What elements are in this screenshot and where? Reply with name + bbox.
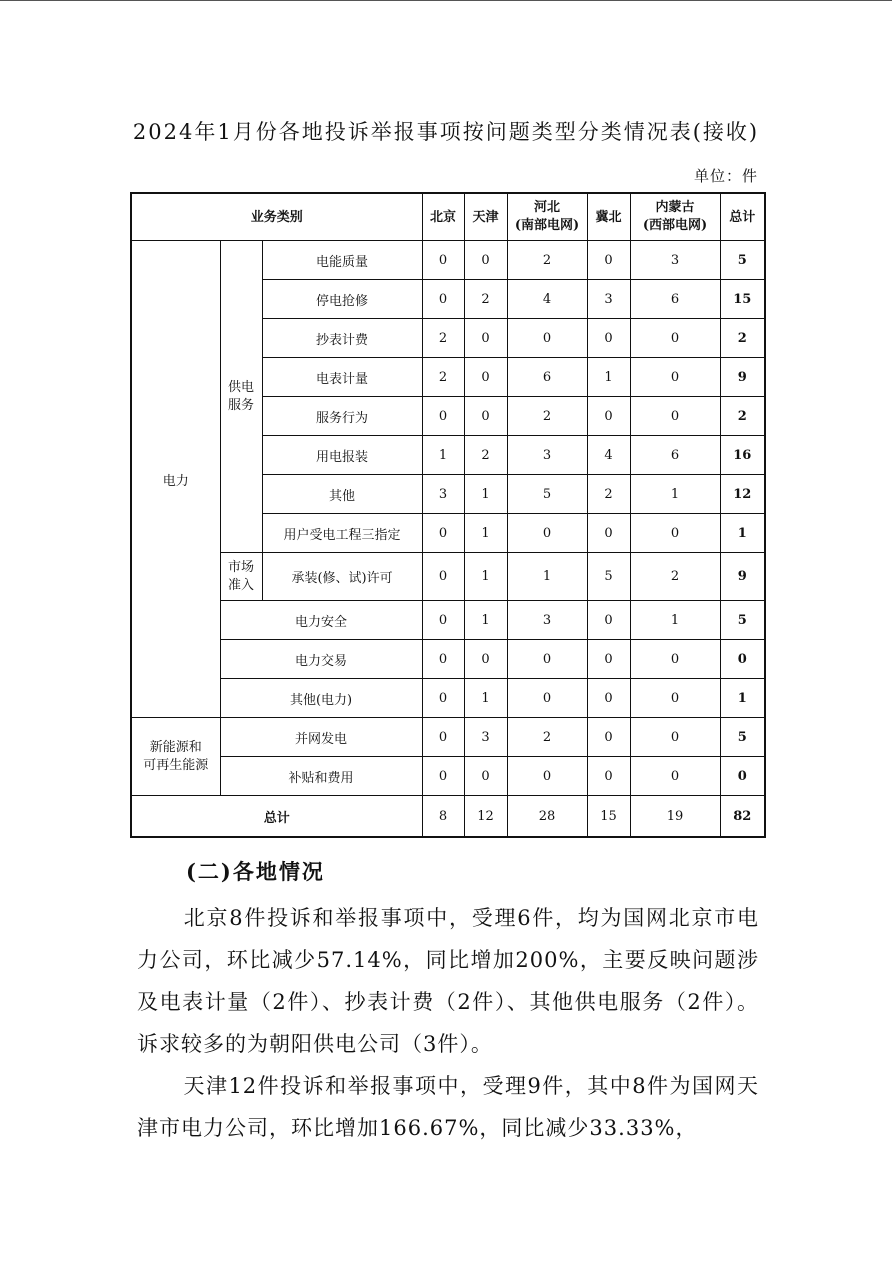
header-neimenggu (630, 193, 720, 241)
cell-neimenggu: 1 (630, 475, 720, 514)
cell-tianjin: 1 (464, 679, 507, 718)
header-nmg-line1: 内蒙古 (655, 200, 695, 215)
cell-hebei: 1 (507, 553, 587, 601)
cell-beijing: 0 (422, 280, 464, 319)
cell-jibei: 0 (587, 679, 630, 718)
cell-hebei: 3 (507, 436, 587, 475)
cell-jibei: 0 (587, 757, 630, 796)
paragraph-beijing (137, 897, 759, 1065)
cell-tianjin: 1 (464, 553, 507, 601)
footer-tianjin: 12 (464, 796, 507, 838)
subgroup-market-line2: 准入 (227, 577, 254, 593)
cell-jibei: 0 (587, 640, 630, 679)
header-tianjin: 天津 (464, 193, 507, 241)
cell-jibei: 3 (587, 280, 630, 319)
cell-hebei: 5 (507, 475, 587, 514)
cell-total: 2 (720, 319, 765, 358)
cell-jibei: 1 (587, 358, 630, 397)
row-label: 用电报装 (262, 436, 422, 475)
cell-beijing: 0 (422, 241, 464, 280)
cell-neimenggu: 0 (630, 757, 720, 796)
group-renewable-line1: 新能源和 (149, 739, 202, 755)
footer-neimenggu: 19 (630, 796, 720, 838)
cell-tianjin: 2 (464, 280, 507, 319)
header-jibei: 冀北 (587, 193, 630, 241)
row-label: 电力交易 (220, 640, 422, 679)
complaint-stats-table (130, 192, 766, 838)
cell-hebei: 0 (507, 514, 587, 553)
subgroup-supply-line1: 供电 (227, 379, 254, 395)
cell-tianjin: 0 (464, 358, 507, 397)
cell-hebei: 0 (507, 679, 587, 718)
header-hebei (507, 193, 587, 241)
cell-neimenggu: 6 (630, 436, 720, 475)
table-total-row (131, 796, 765, 838)
cell-neimenggu: 0 (630, 358, 720, 397)
cell-hebei: 0 (507, 640, 587, 679)
row-label: 服务行为 (262, 397, 422, 436)
cell-tianjin: 0 (464, 397, 507, 436)
paragraph-tianjin-text: 天津12件投诉和举报事项中，受理9件，其中8件为国网天津市电力公司，环比增加166.67%，同比减少33.33%， (137, 1074, 759, 1140)
cell-tianjin: 0 (464, 319, 507, 358)
cell-neimenggu: 0 (630, 718, 720, 757)
cell-tianjin: 3 (464, 718, 507, 757)
cell-beijing: 2 (422, 358, 464, 397)
row-label: 承装(修、试)许可 (262, 553, 422, 601)
header-nmg-line2: (西部电网) (642, 218, 708, 233)
cell-total: 0 (720, 640, 765, 679)
cell-beijing: 1 (422, 436, 464, 475)
row-label: 电能质量 (262, 241, 422, 280)
cell-total: 5 (720, 718, 765, 757)
document-title: 2024年1月份各地投诉举报事项按问题类型分类情况表(接收) (132, 120, 760, 144)
cell-jibei: 0 (587, 319, 630, 358)
row-label: 抄表计费 (262, 319, 422, 358)
subgroup-supply-line2: 服务 (227, 397, 254, 413)
subgroup-market-line1: 市场 (227, 559, 254, 575)
cell-jibei: 5 (587, 553, 630, 601)
cell-jibei: 0 (587, 601, 630, 640)
page-top-border (0, 0, 892, 1)
row-label: 补贴和费用 (220, 757, 422, 796)
subgroup-supply-service (220, 241, 262, 553)
cell-hebei: 2 (507, 241, 587, 280)
footer-total-label: 总计 (131, 796, 422, 838)
cell-total: 1 (720, 679, 765, 718)
table-row (131, 679, 765, 718)
table-row (131, 640, 765, 679)
header-beijing: 北京 (422, 193, 464, 241)
cell-tianjin: 0 (464, 757, 507, 796)
cell-jibei: 2 (587, 475, 630, 514)
footer-grand-total: 82 (720, 796, 765, 838)
cell-hebei: 6 (507, 358, 587, 397)
cell-beijing: 0 (422, 601, 464, 640)
paragraph-tianjin (137, 1065, 759, 1149)
cell-neimenggu: 1 (630, 601, 720, 640)
cell-tianjin: 1 (464, 514, 507, 553)
cell-beijing: 0 (422, 514, 464, 553)
cell-tianjin: 2 (464, 436, 507, 475)
cell-hebei: 0 (507, 757, 587, 796)
cell-hebei: 3 (507, 601, 587, 640)
cell-hebei: 2 (507, 718, 587, 757)
cell-total: 16 (720, 436, 765, 475)
cell-jibei: 0 (587, 241, 630, 280)
cell-neimenggu: 0 (630, 640, 720, 679)
header-total: 总计 (720, 193, 765, 241)
cell-beijing: 0 (422, 640, 464, 679)
cell-neimenggu: 6 (630, 280, 720, 319)
subgroup-market-access (220, 553, 262, 601)
table-row (131, 553, 765, 601)
cell-hebei: 2 (507, 397, 587, 436)
cell-neimenggu: 3 (630, 241, 720, 280)
cell-total: 15 (720, 280, 765, 319)
group-renewable-label (131, 718, 220, 796)
cell-tianjin: 1 (464, 601, 507, 640)
footer-jibei: 15 (587, 796, 630, 838)
unit-label: 单位：件 (693, 167, 758, 185)
row-label: 停电抢修 (262, 280, 422, 319)
row-label: 电力安全 (220, 601, 422, 640)
cell-total: 1 (720, 514, 765, 553)
cell-tianjin: 1 (464, 475, 507, 514)
header-hebei-line1: 河北 (534, 200, 561, 215)
cell-jibei: 0 (587, 514, 630, 553)
cell-neimenggu: 0 (630, 514, 720, 553)
row-label: 其他(电力) (220, 679, 422, 718)
cell-total: 9 (720, 358, 765, 397)
cell-tianjin: 0 (464, 241, 507, 280)
table-row (131, 718, 765, 757)
group-power-label: 电力 (131, 241, 220, 718)
cell-jibei: 0 (587, 718, 630, 757)
cell-neimenggu: 0 (630, 397, 720, 436)
cell-total: 9 (720, 553, 765, 601)
cell-total: 5 (720, 601, 765, 640)
cell-beijing: 3 (422, 475, 464, 514)
paragraph-beijing-text: 北京8件投诉和举报事项中，受理6件，均为国网北京市电力公司，环比减少57.14%，同比增加200%，主要反映问题涉及电表计量（2件）、抄表计费（2件）、其他供电服务（2件）。诉求较多的为朝阳供电公司（3件）。 (137, 906, 759, 1056)
cell-tianjin: 0 (464, 640, 507, 679)
cell-total: 2 (720, 397, 765, 436)
header-hebei-line2: (南部电网) (514, 218, 580, 233)
table-row (131, 241, 765, 280)
cell-beijing: 0 (422, 397, 464, 436)
table-row (131, 601, 765, 640)
cell-beijing: 0 (422, 553, 464, 601)
cell-hebei: 4 (507, 280, 587, 319)
footer-beijing: 8 (422, 796, 464, 838)
section-heading: (二)各地情况 (186, 859, 325, 884)
cell-total: 0 (720, 757, 765, 796)
row-label: 其他 (262, 475, 422, 514)
cell-beijing: 0 (422, 679, 464, 718)
table-row (131, 757, 765, 796)
cell-neimenggu: 0 (630, 319, 720, 358)
cell-total: 5 (720, 241, 765, 280)
cell-jibei: 4 (587, 436, 630, 475)
header-category: 业务类别 (131, 193, 422, 241)
cell-beijing: 0 (422, 718, 464, 757)
group-renewable-line2: 可再生能源 (143, 757, 209, 773)
cell-hebei: 0 (507, 319, 587, 358)
row-label: 并网发电 (220, 718, 422, 757)
cell-total: 12 (720, 475, 765, 514)
cell-beijing: 0 (422, 757, 464, 796)
table-header-row (131, 193, 765, 241)
row-label: 用户受电工程三指定 (262, 514, 422, 553)
cell-neimenggu: 2 (630, 553, 720, 601)
cell-neimenggu: 0 (630, 679, 720, 718)
footer-hebei: 28 (507, 796, 587, 838)
cell-beijing: 2 (422, 319, 464, 358)
row-label: 电表计量 (262, 358, 422, 397)
cell-jibei: 0 (587, 397, 630, 436)
